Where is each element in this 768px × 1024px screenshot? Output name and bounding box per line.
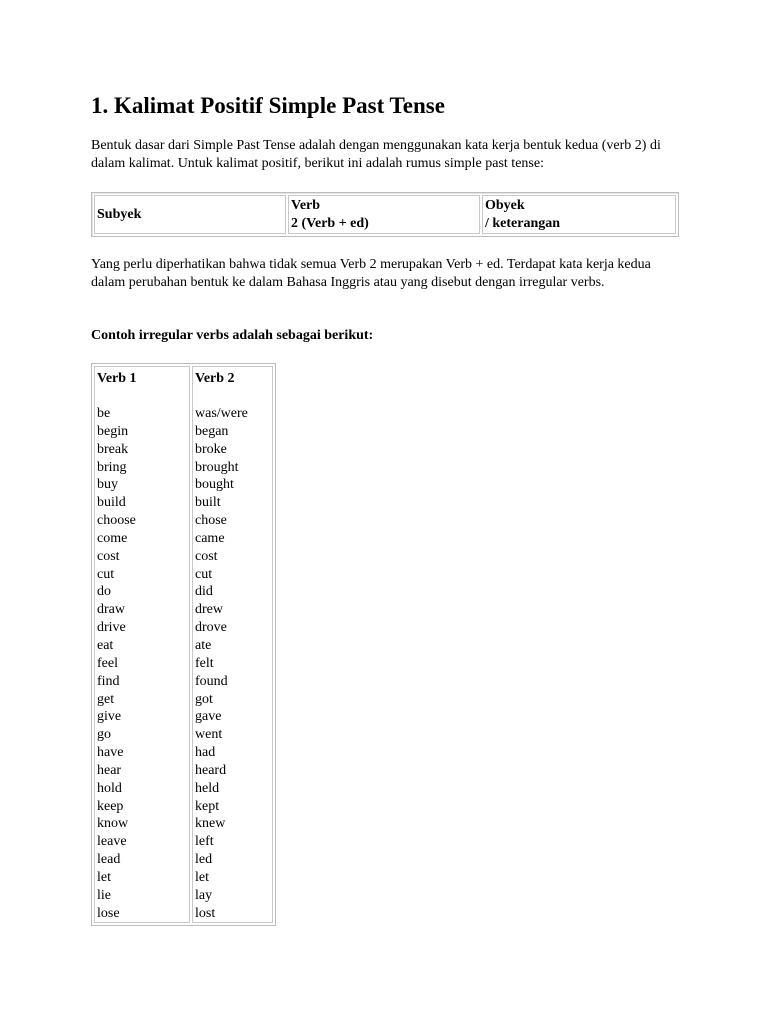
verb1-item: give — [97, 709, 122, 725]
verb2-item: lay — [195, 887, 213, 903]
verb1-item: go — [97, 727, 111, 743]
verb2-item: kept — [195, 798, 220, 814]
formula-object-label: Obyek — [485, 197, 525, 213]
note-paragraph: Yang perlu diperhatikan bahwa tidak semua Verb 2 merupakan Verb + ed. Terdapat kata kerja kedua dalam perubahan bentuk ke dalam Bahasa Inggris atau yang disebut dengan irregular verbs. — [91, 257, 651, 290]
verb1-column — [94, 366, 190, 923]
verb2-item: felt — [195, 655, 214, 671]
verb2-item: drew — [195, 602, 223, 618]
formula-verb-detail: 2 (Verb + ed) — [291, 215, 369, 231]
verb1-item: come — [97, 530, 128, 546]
verb2-item: chose — [195, 513, 227, 529]
verb1-item: begin — [97, 423, 129, 439]
verb1-list — [97, 405, 136, 922]
verb1-item: eat — [97, 637, 114, 653]
formula-verb-cell — [288, 195, 480, 234]
verb2-item: found — [195, 673, 228, 689]
verb1-header: Verb 1 — [97, 371, 137, 386]
formula-subject-label: Subyek — [97, 206, 142, 222]
verb1-item: break — [97, 441, 129, 457]
verb2-item: held — [195, 780, 220, 796]
verb2-item: led — [195, 852, 213, 868]
verb1-item: leave — [97, 834, 127, 850]
verb1-item: be — [97, 406, 111, 421]
verb1-item: get — [97, 691, 115, 707]
verb2-item: had — [195, 745, 216, 761]
verb2-item: was/were — [195, 406, 248, 421]
verb1-item: build — [97, 495, 126, 511]
verb2-item: lost — [195, 905, 216, 921]
formula-object-cell — [482, 195, 676, 234]
verb2-item: did — [195, 584, 213, 600]
formula-object-detail: / keterangan — [485, 215, 561, 231]
verb1-item: do — [97, 584, 111, 600]
verb2-item: brought — [195, 459, 239, 475]
verb1-item: draw — [97, 602, 125, 618]
formula-subject-cell — [94, 195, 286, 234]
verb2-item: cut — [195, 566, 213, 582]
verb2-item: drove — [195, 620, 227, 636]
verb2-item: went — [195, 727, 223, 743]
verb2-item: built — [195, 495, 221, 511]
verb1-item: drive — [97, 620, 126, 636]
formula-table — [91, 192, 679, 237]
verb2-item: let — [195, 869, 209, 885]
verb2-item: ate — [195, 637, 212, 653]
verb2-item: left — [195, 834, 214, 850]
verb2-item: got — [195, 691, 213, 707]
verb1-item: cut — [97, 566, 115, 582]
verb2-item: cost — [195, 548, 218, 564]
verb2-column — [192, 366, 273, 923]
verb1-item: have — [97, 745, 124, 761]
irregular-verbs-table — [91, 363, 276, 926]
verb1-item: know — [97, 816, 129, 832]
verb1-item: lose — [97, 905, 120, 921]
verb1-item: buy — [97, 477, 118, 493]
verb1-item: hold — [97, 780, 122, 796]
verb1-item: hear — [97, 762, 122, 778]
formula-verb-label: Verb — [291, 197, 321, 213]
verb2-header: Verb 2 — [195, 371, 235, 386]
verb1-item: feel — [97, 655, 118, 671]
verb1-item: bring — [97, 459, 127, 475]
verb1-item: lie — [97, 887, 111, 903]
verb1-item: let — [97, 869, 111, 885]
verb1-item: lead — [97, 852, 121, 868]
intro-paragraph: Bentuk dasar dari Simple Past Tense adalah dengan menggunakan kata kerja bentuk kedua (verb 2) di dalam kalimat. Untuk kalimat positif, berikut ini adalah rumus simple past tense: — [91, 138, 661, 171]
verb1-item: choose — [97, 513, 136, 529]
verb2-item: knew — [195, 816, 226, 832]
verb1-item: cost — [97, 548, 120, 564]
verb2-item: came — [195, 530, 225, 546]
section-heading: 1. Kalimat Positif Simple Past Tense — [91, 93, 445, 118]
verb2-item: began — [195, 423, 229, 439]
verb2-item: broke — [195, 441, 227, 457]
verb2-item: bought — [195, 477, 234, 493]
verb2-item: gave — [195, 709, 222, 725]
verb2-item: heard — [195, 762, 227, 778]
verb1-item: find — [97, 673, 120, 689]
verb1-item: keep — [97, 798, 124, 814]
examples-caption: Contoh irregular verbs adalah sebagai berikut: — [91, 328, 374, 343]
verb2-list — [195, 405, 248, 922]
